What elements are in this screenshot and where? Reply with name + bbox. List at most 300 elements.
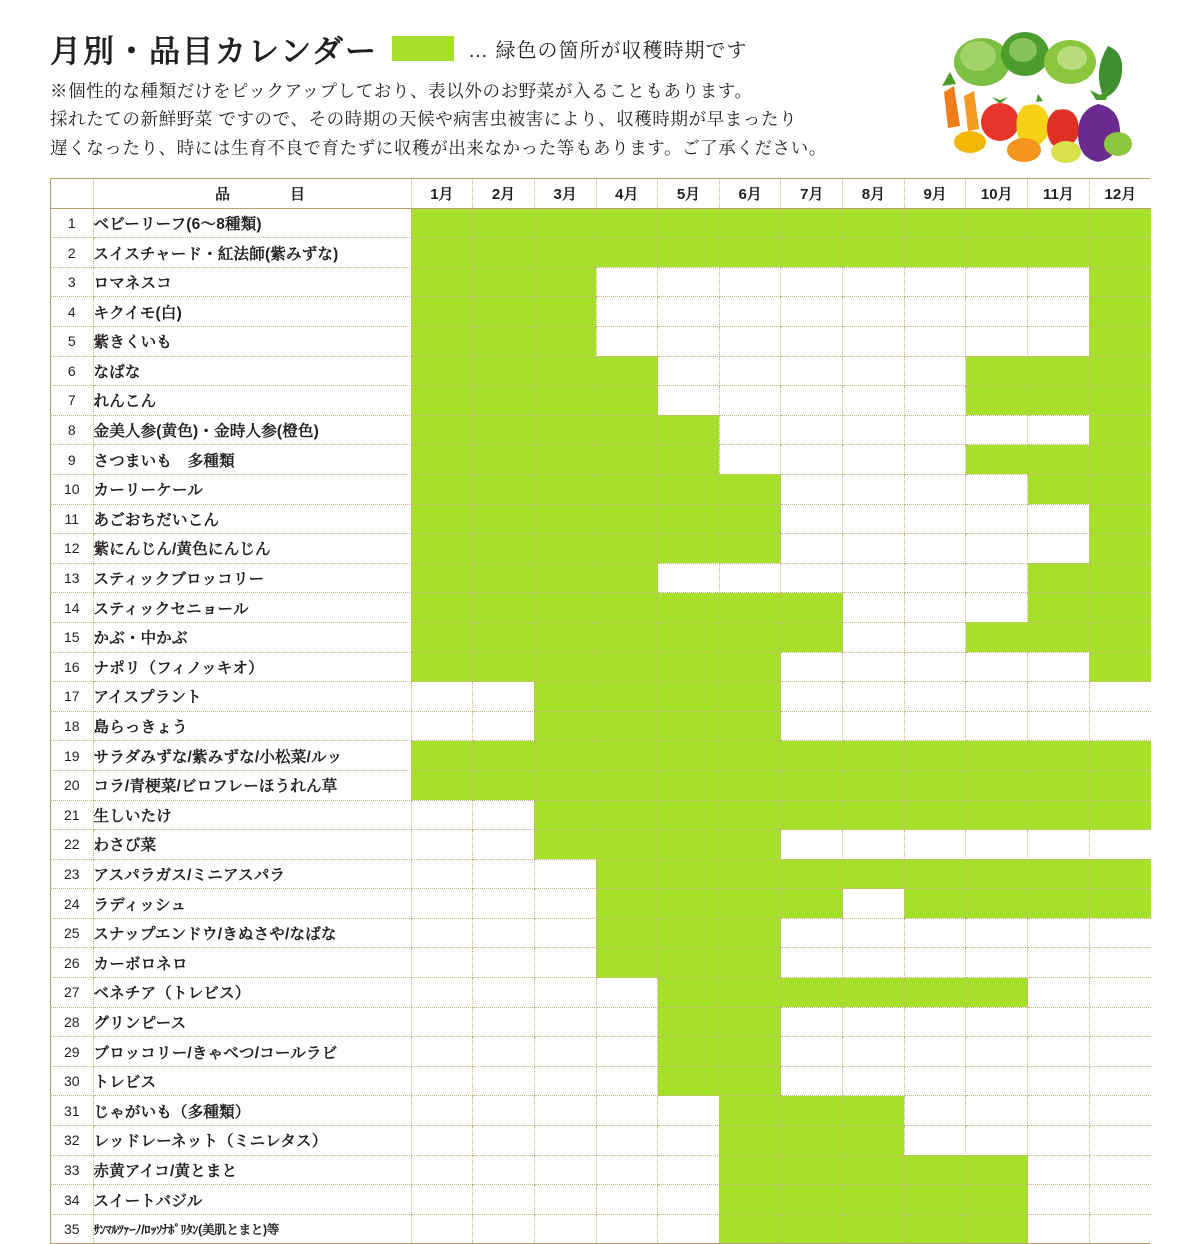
note-line-2: 採れたての新鮮野菜 ですので、その時期の天候や病害虫被害により、収穫時期が早まったり — [50, 109, 798, 130]
harvest-cell — [534, 830, 596, 860]
harvest-cell — [781, 1155, 843, 1185]
row-item-name: ナポリ（フィノッキオ） — [93, 652, 411, 682]
harvest-cell — [658, 800, 720, 830]
harvest-cell — [658, 1066, 720, 1096]
harvest-cell — [411, 652, 473, 682]
row-item-name: 赤黄アイコ/黄とまと — [93, 1155, 411, 1185]
harvest-cell — [596, 1096, 658, 1126]
row-item-name: わさび菜 — [93, 830, 411, 860]
harvest-cell — [843, 415, 905, 445]
row-item-name: ｻﾝﾏﾙﾂｧｰﾉ/ﾛｯｿﾅﾎﾟﾘﾀﾝ(美肌とまと)等 — [93, 1214, 411, 1243]
harvest-cell — [966, 474, 1028, 504]
harvest-cell — [596, 1126, 658, 1156]
harvest-cell — [843, 889, 905, 919]
harvest-cell — [719, 1214, 781, 1243]
harvest-cell — [966, 504, 1028, 534]
harvest-cell — [534, 297, 596, 327]
harvest-cell — [843, 563, 905, 593]
harvest-cell — [781, 682, 843, 712]
harvest-cell — [411, 474, 473, 504]
harvest-cell — [1089, 327, 1151, 357]
harvest-cell — [904, 859, 966, 889]
harvest-cell — [473, 504, 535, 534]
harvest-cell — [596, 474, 658, 504]
harvest-cell — [719, 770, 781, 800]
harvest-cell — [411, 1096, 473, 1126]
legend-label: … 緑色の箇所が収穫時期です — [467, 40, 748, 62]
harvest-cell — [473, 208, 535, 238]
harvest-cell — [473, 267, 535, 297]
harvest-cell — [966, 1214, 1028, 1243]
harvest-cell — [1028, 534, 1090, 564]
table-row — [51, 534, 1151, 564]
harvest-cell — [843, 682, 905, 712]
header-index — [51, 179, 93, 208]
harvest-cell — [473, 770, 535, 800]
harvest-cell — [596, 652, 658, 682]
harvest-cell — [966, 948, 1028, 978]
harvest-cell — [719, 1066, 781, 1096]
harvest-cell — [473, 297, 535, 327]
harvest-cell — [473, 238, 535, 268]
harvest-cell — [473, 445, 535, 475]
harvest-cell — [966, 1096, 1028, 1126]
harvest-cell — [719, 267, 781, 297]
harvest-cell — [781, 741, 843, 771]
harvest-cell — [719, 682, 781, 712]
row-index: 15 — [51, 622, 93, 652]
row-index: 29 — [51, 1037, 93, 1067]
harvest-cell — [1028, 859, 1090, 889]
table-row — [51, 1066, 1151, 1096]
harvest-cell — [781, 563, 843, 593]
harvest-cell — [1028, 1155, 1090, 1185]
harvest-cell — [904, 267, 966, 297]
row-item-name: スナップエンドウ/きぬさや/なばな — [93, 918, 411, 948]
harvest-cell — [1089, 889, 1151, 919]
harvest-cell — [534, 770, 596, 800]
row-index: 12 — [51, 534, 93, 564]
harvest-cell — [719, 1037, 781, 1067]
harvest-cell — [411, 238, 473, 268]
harvest-cell — [781, 386, 843, 416]
harvest-cell — [596, 682, 658, 712]
harvest-cell — [411, 445, 473, 475]
harvest-cell — [781, 1037, 843, 1067]
harvest-cell — [843, 859, 905, 889]
harvest-cell — [1028, 711, 1090, 741]
harvest-cell — [473, 1066, 535, 1096]
row-item-name: スティックブロッコリー — [93, 563, 411, 593]
harvest-cell — [411, 1214, 473, 1243]
harvest-cell — [473, 1007, 535, 1037]
harvest-cell — [719, 830, 781, 860]
header-month-8: 8月 — [843, 179, 905, 208]
note-line-3: 遅くなったり、時には生育不良で育たずに収穫が出来なかった等もあります。ご了承ください。 — [50, 137, 827, 158]
harvest-cell — [843, 1007, 905, 1037]
row-index: 34 — [51, 1185, 93, 1215]
harvest-cell — [1089, 830, 1151, 860]
harvest-cell — [843, 386, 905, 416]
harvest-cell — [904, 504, 966, 534]
row-index: 25 — [51, 918, 93, 948]
row-item-name: ブロッコリー/きゃべつ/コールラビ — [93, 1037, 411, 1067]
harvest-cell — [658, 622, 720, 652]
harvest-cell — [719, 1126, 781, 1156]
row-index: 10 — [51, 474, 93, 504]
title-row — [50, 26, 1150, 71]
harvest-cell — [534, 1037, 596, 1067]
harvest-cell — [1089, 1007, 1151, 1037]
row-item-name: ベビーリーフ(6～8種類) — [93, 208, 411, 238]
harvest-cell — [411, 978, 473, 1008]
harvest-cell — [658, 386, 720, 416]
harvest-cell — [411, 415, 473, 445]
harvest-cell — [534, 327, 596, 357]
harvest-cell — [966, 297, 1028, 327]
harvest-cell — [843, 327, 905, 357]
harvest-cell — [843, 830, 905, 860]
harvest-cell — [473, 978, 535, 1008]
harvest-cell — [719, 948, 781, 978]
harvest-cell — [966, 859, 1028, 889]
harvest-cell — [966, 208, 1028, 238]
harvest-cell — [843, 948, 905, 978]
row-index: 7 — [51, 386, 93, 416]
harvest-cell — [1028, 1214, 1090, 1243]
harvest-cell — [1028, 889, 1090, 919]
harvest-cell — [411, 770, 473, 800]
harvest-cell — [1028, 208, 1090, 238]
harvest-cell — [904, 1096, 966, 1126]
row-item-name: サラダみずな/紫みずな/小松菜/ルッ — [93, 741, 411, 771]
harvest-cell — [534, 445, 596, 475]
row-index: 2 — [51, 238, 93, 268]
harvest-cell — [473, 859, 535, 889]
harvest-cell — [719, 474, 781, 504]
harvest-cell — [843, 1185, 905, 1215]
table-row — [51, 327, 1151, 357]
harvest-cell — [843, 1155, 905, 1185]
harvest-cell — [904, 238, 966, 268]
harvest-cell — [534, 504, 596, 534]
harvest-cell — [781, 415, 843, 445]
harvest-cell — [1089, 593, 1151, 623]
table-row — [51, 1126, 1151, 1156]
harvest-cell — [411, 1066, 473, 1096]
harvest-cell — [781, 770, 843, 800]
harvest-cell — [534, 534, 596, 564]
harvest-cell — [1089, 948, 1151, 978]
row-item-name: 紫にんじん/黄色にんじん — [93, 534, 411, 564]
table-row — [51, 978, 1151, 1008]
harvest-cell — [904, 918, 966, 948]
harvest-cell — [596, 238, 658, 268]
harvest-cell — [534, 682, 596, 712]
harvest-cell — [596, 1037, 658, 1067]
row-item-name: なばな — [93, 356, 411, 386]
harvest-cell — [843, 504, 905, 534]
harvest-cell — [904, 1066, 966, 1096]
harvest-cell — [843, 534, 905, 564]
row-index: 32 — [51, 1126, 93, 1156]
table-row — [51, 741, 1151, 771]
harvest-cell — [966, 1126, 1028, 1156]
harvest-cell — [534, 1214, 596, 1243]
harvest-cell — [904, 445, 966, 475]
harvest-cell — [781, 830, 843, 860]
harvest-cell — [658, 1126, 720, 1156]
row-index: 4 — [51, 297, 93, 327]
harvest-cell — [1028, 622, 1090, 652]
harvest-cell — [411, 1037, 473, 1067]
harvest-cell — [781, 918, 843, 948]
harvest-cell — [411, 830, 473, 860]
row-item-name: スイスチャード・紅法師(紫みずな) — [93, 238, 411, 268]
row-item-name: レッドレーネット（ミニレタス） — [93, 1126, 411, 1156]
row-index: 6 — [51, 356, 93, 386]
harvest-cell — [411, 889, 473, 919]
harvest-cell — [1089, 563, 1151, 593]
harvest-cell — [534, 1126, 596, 1156]
table-row — [51, 267, 1151, 297]
harvest-cell — [1089, 1155, 1151, 1185]
harvest-cell — [904, 682, 966, 712]
harvest-cell — [411, 504, 473, 534]
table-row — [51, 652, 1151, 682]
harvest-cell — [658, 327, 720, 357]
harvest-cell — [411, 563, 473, 593]
harvest-cell — [596, 327, 658, 357]
harvest-cell — [411, 267, 473, 297]
harvest-cell — [596, 208, 658, 238]
harvest-cell — [1028, 1066, 1090, 1096]
harvest-cell — [411, 356, 473, 386]
harvest-cell — [1028, 297, 1090, 327]
harvest-cell — [596, 622, 658, 652]
row-item-name: 生しいたけ — [93, 800, 411, 830]
harvest-cell — [904, 563, 966, 593]
harvest-cell — [843, 593, 905, 623]
harvest-cell — [658, 1007, 720, 1037]
harvest-cell — [781, 474, 843, 504]
harvest-cell — [658, 682, 720, 712]
header-month-9: 9月 — [904, 179, 966, 208]
header-month-11: 11月 — [1028, 179, 1090, 208]
harvest-cell — [534, 800, 596, 830]
page-header — [50, 26, 1150, 162]
harvest-cell — [843, 208, 905, 238]
table-row — [51, 208, 1151, 238]
harvest-cell — [719, 238, 781, 268]
harvest-cell — [411, 918, 473, 948]
harvest-cell — [966, 445, 1028, 475]
harvest-cell — [843, 445, 905, 475]
harvest-cell — [596, 386, 658, 416]
harvest-cell — [1089, 859, 1151, 889]
harvest-cell — [781, 238, 843, 268]
harvest-cell — [534, 563, 596, 593]
harvest-cell — [411, 1155, 473, 1185]
harvest-cell — [1028, 918, 1090, 948]
harvest-cell — [473, 563, 535, 593]
harvest-cell — [781, 711, 843, 741]
harvest-cell — [904, 889, 966, 919]
table-row — [51, 859, 1151, 889]
harvest-cell — [473, 741, 535, 771]
harvest-cell — [966, 918, 1028, 948]
row-item-name: ロマネスコ — [93, 267, 411, 297]
harvest-cell — [658, 948, 720, 978]
harvest-cell — [781, 208, 843, 238]
harvest-cell — [904, 948, 966, 978]
harvest-cell — [904, 1037, 966, 1067]
harvest-cell — [966, 1007, 1028, 1037]
harvest-cell — [534, 948, 596, 978]
harvest-cell — [1028, 1126, 1090, 1156]
harvest-cell — [966, 356, 1028, 386]
harvest-cell — [596, 800, 658, 830]
row-index: 8 — [51, 415, 93, 445]
row-index: 5 — [51, 327, 93, 357]
table-row — [51, 504, 1151, 534]
harvest-cell — [658, 978, 720, 1008]
harvest-cell — [719, 1185, 781, 1215]
harvest-cell — [966, 415, 1028, 445]
harvest-cell — [843, 711, 905, 741]
table-row — [51, 1214, 1151, 1243]
harvest-cell — [843, 741, 905, 771]
harvest-cell — [596, 1066, 658, 1096]
row-item-name: さつまいも 多種類 — [93, 445, 411, 475]
harvest-cell — [719, 563, 781, 593]
table-row — [51, 918, 1151, 948]
row-item-name: カーボロネロ — [93, 948, 411, 978]
harvest-cell — [473, 1096, 535, 1126]
harvest-cell — [781, 622, 843, 652]
table-row — [51, 445, 1151, 475]
harvest-cell — [719, 800, 781, 830]
harvest-cell — [719, 741, 781, 771]
table-row — [51, 356, 1151, 386]
harvest-cell — [843, 652, 905, 682]
table-row — [51, 386, 1151, 416]
harvest-cell — [411, 1185, 473, 1215]
table-row — [51, 830, 1151, 860]
harvest-cell — [473, 1126, 535, 1156]
harvest-cell — [904, 800, 966, 830]
harvest-cell — [904, 415, 966, 445]
table-body — [51, 208, 1151, 1243]
harvest-cell — [596, 770, 658, 800]
harvest-cell — [534, 474, 596, 504]
harvest-cell — [596, 563, 658, 593]
harvest-cell — [719, 504, 781, 534]
harvest-cell — [1089, 356, 1151, 386]
header-month-5: 5月 — [658, 179, 720, 208]
harvest-cell — [719, 622, 781, 652]
table-row — [51, 297, 1151, 327]
harvest-cell — [411, 682, 473, 712]
row-item-name: グリンピース — [93, 1007, 411, 1037]
row-index: 28 — [51, 1007, 93, 1037]
harvest-cell — [843, 800, 905, 830]
harvest-cell — [719, 445, 781, 475]
harvest-cell — [843, 267, 905, 297]
row-item-name: れんこん — [93, 386, 411, 416]
harvest-cell — [1028, 238, 1090, 268]
harvest-cell — [1028, 741, 1090, 771]
harvest-cell — [473, 1155, 535, 1185]
harvest-cell — [596, 889, 658, 919]
harvest-cell — [843, 1037, 905, 1067]
harvest-cell — [473, 356, 535, 386]
harvest-cell — [1089, 267, 1151, 297]
harvest-cell — [966, 652, 1028, 682]
harvest-cell — [1028, 770, 1090, 800]
harvest-cell — [966, 622, 1028, 652]
row-item-name: 島らっきょう — [93, 711, 411, 741]
row-index: 23 — [51, 859, 93, 889]
harvest-cell — [966, 830, 1028, 860]
harvest-cell — [658, 1185, 720, 1215]
table-row — [51, 622, 1151, 652]
row-index: 1 — [51, 208, 93, 238]
harvest-cell — [843, 1214, 905, 1243]
harvest-cell — [966, 534, 1028, 564]
harvest-cell — [473, 652, 535, 682]
harvest-cell — [843, 356, 905, 386]
harvest-cell — [1089, 1214, 1151, 1243]
harvest-cell — [843, 474, 905, 504]
harvest-cell — [658, 770, 720, 800]
harvest-cell — [719, 1007, 781, 1037]
row-item-name: スティックセニョール — [93, 593, 411, 623]
harvest-cell — [534, 1185, 596, 1215]
harvest-cell — [658, 1037, 720, 1067]
harvest-cell — [719, 978, 781, 1008]
harvest-cell — [904, 741, 966, 771]
harvest-cell — [473, 830, 535, 860]
harvest-cell — [781, 327, 843, 357]
harvest-cell — [658, 889, 720, 919]
harvest-cell — [966, 800, 1028, 830]
row-index: 26 — [51, 948, 93, 978]
harvest-cell — [781, 948, 843, 978]
harvest-cell — [411, 622, 473, 652]
harvest-cell — [658, 445, 720, 475]
table-row — [51, 1037, 1151, 1067]
harvest-cell — [1089, 800, 1151, 830]
harvest-cell — [719, 711, 781, 741]
harvest-cell — [1089, 682, 1151, 712]
harvest-cell — [1089, 386, 1151, 416]
harvest-cell — [1028, 445, 1090, 475]
header-month-12: 12月 — [1089, 179, 1151, 208]
table-row — [51, 800, 1151, 830]
harvest-cell — [1089, 415, 1151, 445]
harvest-cell — [658, 534, 720, 564]
harvest-cell — [411, 1126, 473, 1156]
harvest-cell — [1028, 830, 1090, 860]
harvest-cell — [534, 1096, 596, 1126]
harvest-cell — [473, 682, 535, 712]
note-line-1: ※個性的な種類だけをピックアップしており、表以外のお野菜が入ることもあります。 — [50, 81, 753, 101]
harvest-cell — [658, 652, 720, 682]
table-row — [51, 1096, 1151, 1126]
harvest-cell — [658, 830, 720, 860]
harvest-cell — [781, 593, 843, 623]
